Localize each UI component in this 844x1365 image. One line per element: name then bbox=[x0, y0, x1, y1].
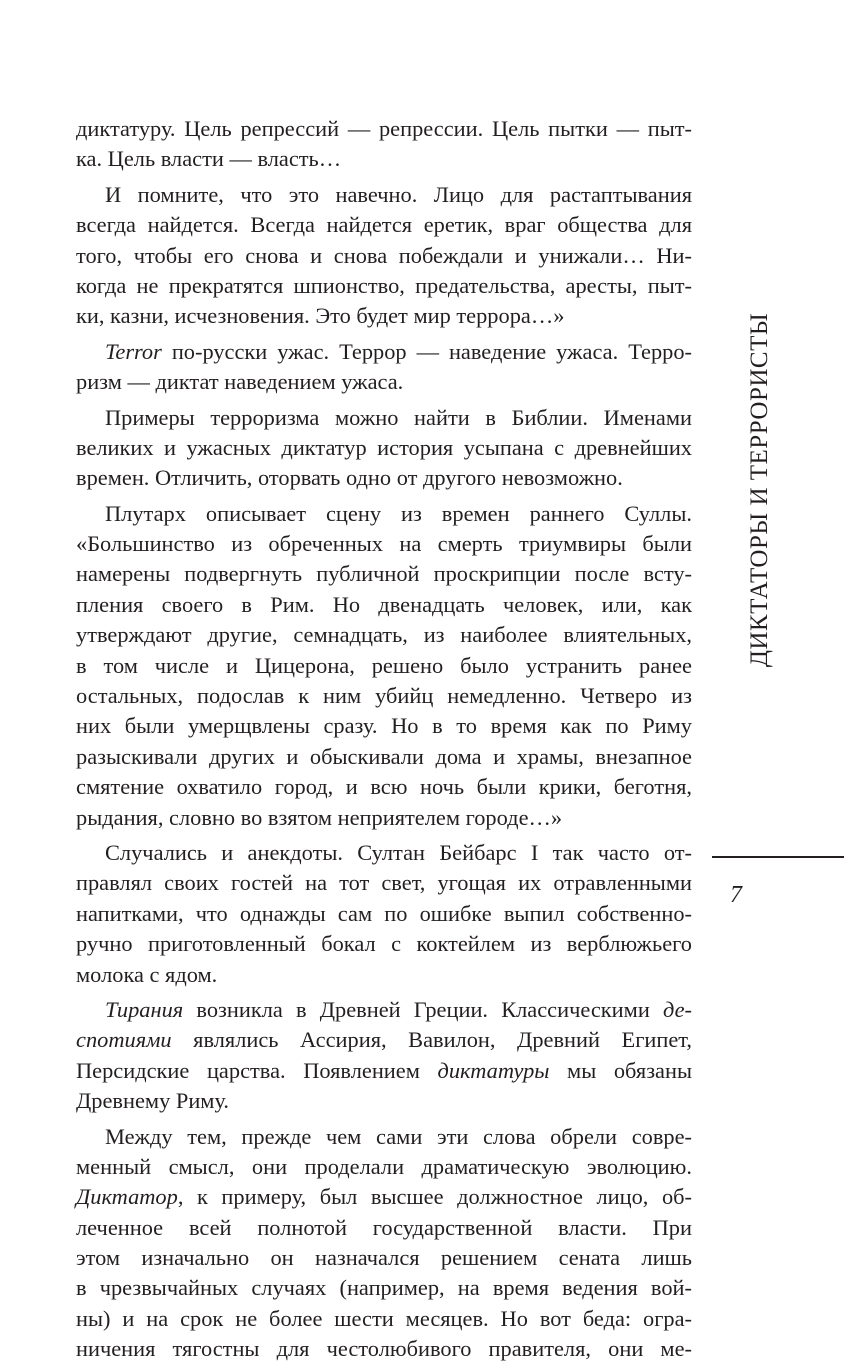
text-line: всегда найдется. Всегда найдется еретик, враг общества для bbox=[76, 212, 692, 238]
text-line: леченное всей полнотой государственной власти. При bbox=[76, 1214, 692, 1240]
text-line: ничения тягостны для честолюбивого правителя, они ме- bbox=[76, 1336, 692, 1362]
text-line: в том числе и Цицерона, решено было устранить ранее bbox=[76, 652, 692, 678]
text-line: этом изначально он назначался решением сената лишь bbox=[76, 1245, 692, 1271]
text-line: утверждают другие, семнадцать, из наиболее влиятельных, bbox=[76, 622, 692, 648]
text-line: рыдания, словно во взятом неприятелем городе…» bbox=[76, 804, 563, 830]
text-line: Тирания возникла в Древней Греции. Классическими де- bbox=[105, 996, 692, 1022]
text-line: ручно приготовленный бокал с коктейлем из верблюжьего bbox=[76, 931, 692, 957]
running-title-text: ДИКТАТОРЫ И ТЕРРОРИСТЫ bbox=[746, 312, 773, 668]
text-line: того, чтобы его снова и снова побеждали и унижали… Ни- bbox=[76, 242, 692, 268]
text-line: спотиями являлись Ассирия, Вавилон, Древний Египет, bbox=[76, 1027, 692, 1053]
body-text bbox=[76, 114, 692, 1365]
text-line: ка. Цель власти — власть… bbox=[76, 146, 342, 172]
text-line: Диктатор, к примеру, был высшее должностное лицо, об- bbox=[76, 1184, 692, 1210]
text-line: Персидские царства. Появлением диктатуры мы обязаны bbox=[76, 1057, 692, 1083]
text-line: остальных, подослав к ним убийц немедленно. Четверо из bbox=[76, 683, 692, 709]
text-line: ны) и на срок не более шести месяцев. Но вот беда: огра- bbox=[76, 1305, 692, 1331]
text-line: ки, казни, исчезновения. Это будет мир террора…» bbox=[76, 303, 565, 329]
text-line: Terror по-русски ужас. Террор — наведение ужаса. Терро- bbox=[105, 338, 692, 364]
text-line: Примеры терроризма можно найти в Библии. Именами bbox=[105, 404, 692, 430]
divider-rule bbox=[712, 856, 844, 858]
text-line: когда не прекратятся шпионство, предательства, аресты, пыт- bbox=[76, 272, 692, 298]
italic-term: Тирания bbox=[105, 996, 184, 1022]
text-line: правлял своих гостей на тот свет, угощая их отравленными bbox=[76, 870, 692, 896]
text-line: Древнему Риму. bbox=[76, 1088, 230, 1114]
text-line: И помните, что это навечно. Лицо для растаптывания bbox=[105, 181, 692, 207]
text-line: них были умерщвлены сразу. Но в то время как по Риму bbox=[76, 713, 692, 739]
text-line: пления своего в Рим. Но двенадцать человек, или, как bbox=[76, 591, 692, 617]
text-line: молока с ядом. bbox=[76, 961, 218, 987]
italic-term: спотиями bbox=[76, 1027, 172, 1053]
text-line: ризм — диктат наведением ужаса. bbox=[76, 369, 404, 395]
text-line: Плутарх описывает сцену из времен раннего Суллы. bbox=[105, 500, 692, 526]
page-number: 7 bbox=[730, 882, 742, 908]
text-line: Между тем, прежде чем сами эти слова обрели совре- bbox=[105, 1123, 692, 1149]
text-line: времен. Отличить, оторвать одно от другого невозможно. bbox=[76, 465, 623, 491]
text-line: менный смысл, они проделали драматическую эволюцию. bbox=[76, 1153, 692, 1179]
italic-term: Terror bbox=[105, 338, 162, 364]
text-line: «Большинство из обреченных на смерть триумвиры были bbox=[76, 531, 692, 557]
text-line: диктатуру. Цель репрессий — репрессии. Цель пытки — пыт- bbox=[76, 116, 692, 141]
text-line: в чрезвычайных случаях (например, на время ведения вой- bbox=[76, 1275, 692, 1301]
text-line: Случались и анекдоты. Султан Бейбарс I так часто от- bbox=[105, 839, 692, 865]
text-line: смятение охватило город, и всю ночь были крики, беготня, bbox=[76, 774, 692, 800]
text-line: намерены подвергнуть публичной проскрипции после всту- bbox=[76, 561, 692, 587]
italic-term: диктатуры bbox=[437, 1057, 550, 1083]
text-line: великих и ужасных диктатур история усыпана с древнейших bbox=[76, 434, 692, 460]
text-line: разыскивали других и обыскивали дома и храмы, внезапное bbox=[76, 743, 692, 769]
italic-term: Диктатор bbox=[76, 1184, 178, 1210]
text-line: напитками, что однажды сам по ошибке выпил собственно- bbox=[76, 900, 692, 926]
italic-term: де- bbox=[663, 996, 692, 1022]
